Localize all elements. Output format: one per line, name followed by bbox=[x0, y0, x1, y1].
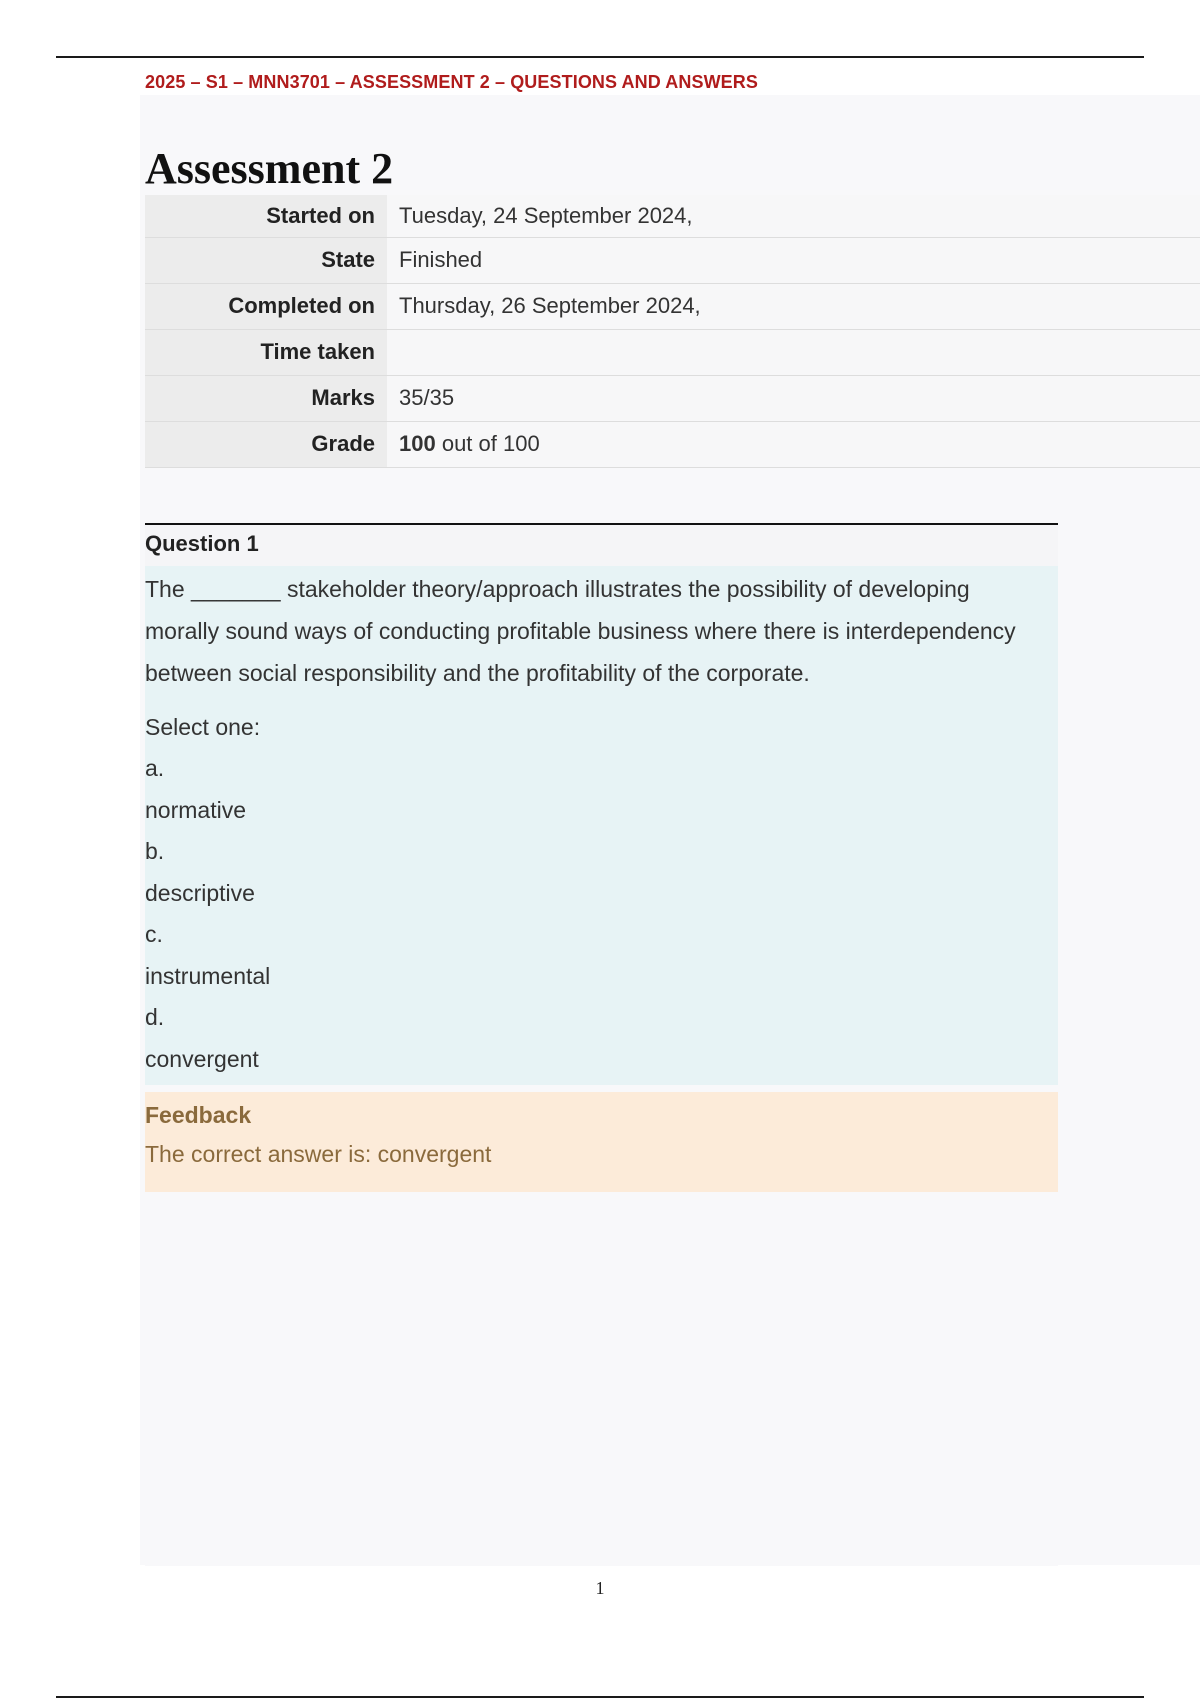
page-title: Assessment 2 bbox=[145, 144, 394, 193]
summary-value: Finished bbox=[387, 237, 1200, 283]
summary-row-time-taken bbox=[145, 329, 1200, 375]
question-card bbox=[145, 523, 1058, 1566]
top-rule bbox=[56, 56, 1144, 58]
question-text: The _______ stakeholder theory/approach illustrates the possibility of developing morally sound ways of conducting profitable business where there is interdependency between social responsibility and the profitability of the corporate. bbox=[145, 576, 1016, 686]
summary-label: Completed on bbox=[145, 283, 387, 329]
feedback-text: The correct answer is: convergent bbox=[145, 1141, 492, 1167]
question-body bbox=[145, 566, 1058, 1085]
page-number: 1 bbox=[595, 1578, 605, 1598]
attempt-summary-table bbox=[145, 195, 1200, 468]
summary-row-started-on bbox=[145, 195, 1200, 237]
summary-label: Grade bbox=[145, 421, 387, 467]
option-b-text[interactable]: descriptive bbox=[145, 879, 255, 906]
select-prompt: Select one: bbox=[145, 714, 261, 740]
option-b-letter: b. bbox=[145, 838, 165, 864]
summary-label: Marks bbox=[145, 375, 387, 421]
summary-value bbox=[387, 329, 1200, 375]
option-a-letter: a. bbox=[145, 755, 165, 781]
feedback-box bbox=[145, 1092, 1058, 1192]
grade-out-of: out of 100 bbox=[435, 431, 540, 456]
feedback-title: Feedback bbox=[145, 1102, 252, 1128]
summary-row-marks bbox=[145, 375, 1200, 421]
summary-value: Tuesday, 24 September 2024, bbox=[387, 195, 1200, 237]
document-header: 2025 – S1 – MNN3701 – ASSESSMENT 2 – QUESTIONS AND ANSWERS bbox=[145, 72, 758, 92]
option-c-text[interactable]: instrumental bbox=[145, 962, 271, 989]
summary-row-completed-on bbox=[145, 283, 1200, 329]
option-d-text[interactable]: convergent bbox=[145, 1045, 259, 1072]
summary-value: Thursday, 26 September 2024, bbox=[387, 283, 1200, 329]
option-d-letter: d. bbox=[145, 1004, 165, 1030]
summary-value bbox=[387, 421, 1200, 467]
summary-value: 35/35 bbox=[387, 375, 1200, 421]
summary-row-state bbox=[145, 237, 1200, 283]
question-title: Question 1 bbox=[145, 525, 1058, 566]
grade-score: 100 bbox=[399, 431, 436, 456]
option-c-letter: c. bbox=[145, 921, 163, 947]
option-a-text[interactable]: normative bbox=[145, 796, 246, 823]
summary-label: State bbox=[145, 237, 387, 283]
summary-row-grade bbox=[145, 421, 1200, 467]
bottom-rule bbox=[56, 1696, 1144, 1698]
answer-options bbox=[145, 748, 1058, 1080]
summary-label: Time taken bbox=[145, 329, 387, 375]
summary-label: Started on bbox=[145, 195, 387, 237]
